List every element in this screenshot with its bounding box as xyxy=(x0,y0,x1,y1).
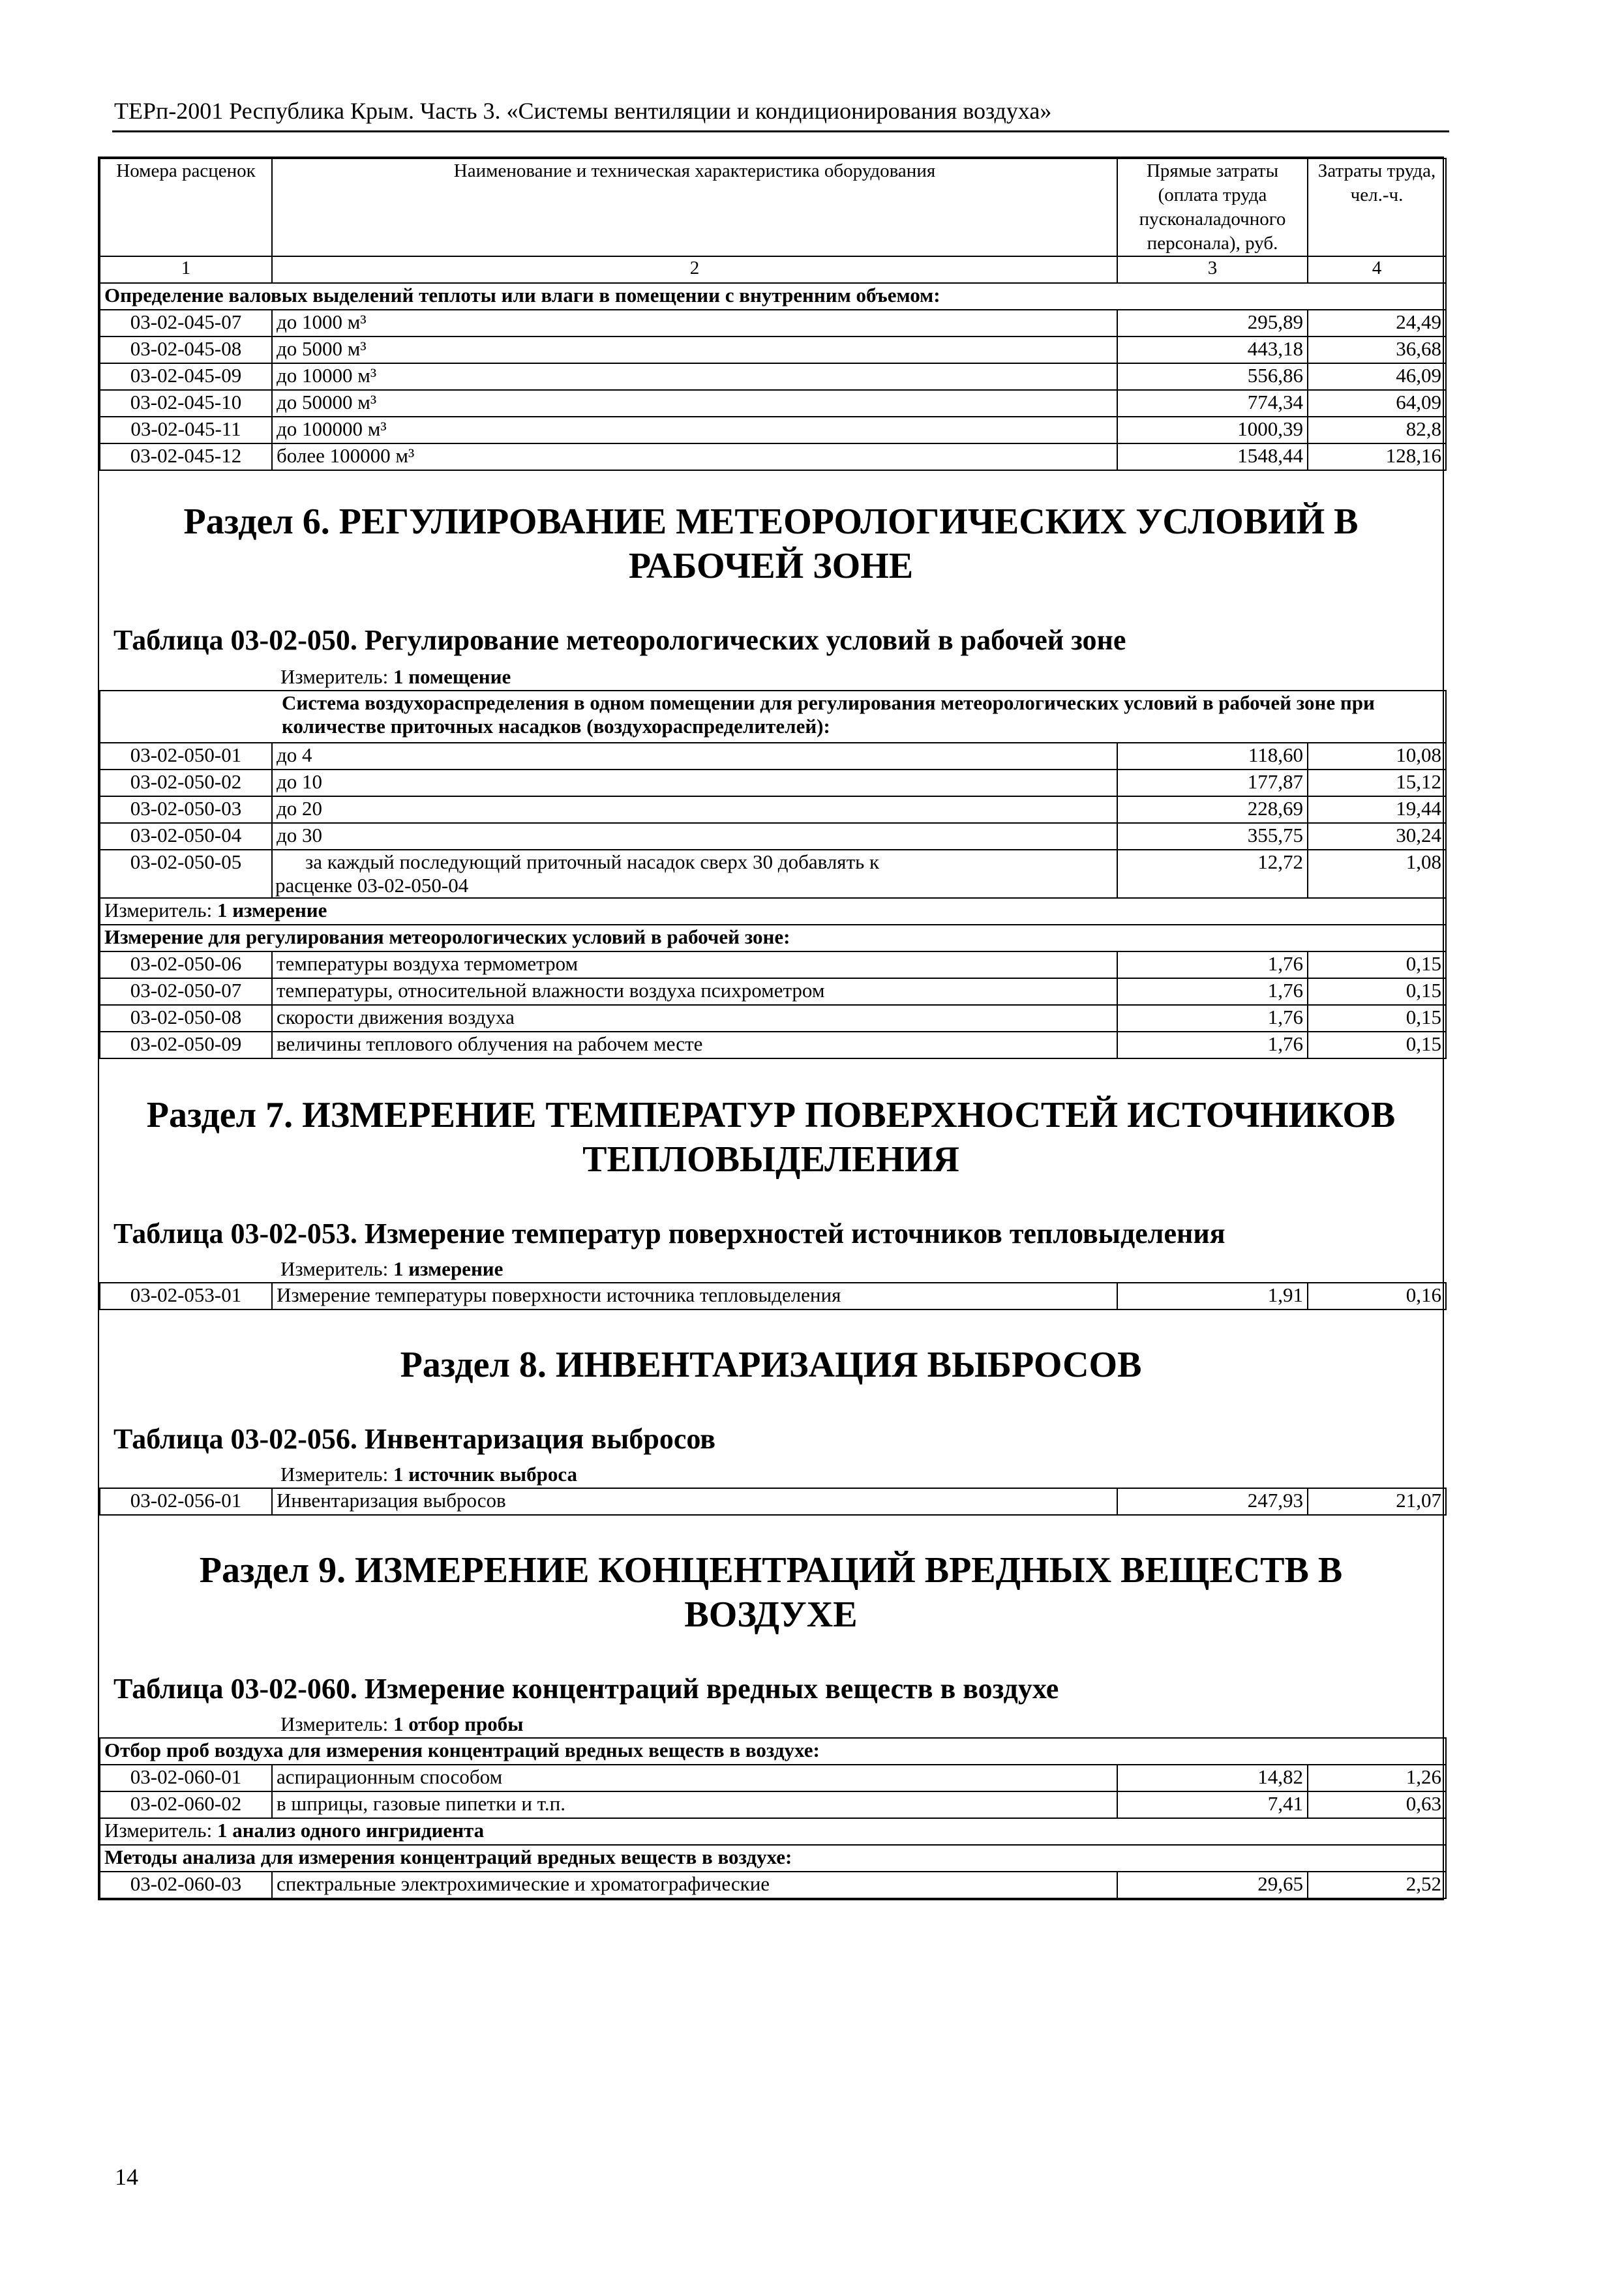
item-name: до 30 xyxy=(272,823,1117,850)
direct-cost: 1548,44 xyxy=(1117,443,1308,470)
table-row xyxy=(100,1791,1446,1818)
header-col-codes: Номера расценок xyxy=(100,158,272,256)
meter-line xyxy=(99,664,1443,690)
direct-cost: 118,60 xyxy=(1117,743,1308,770)
price-code: 03-02-050-03 xyxy=(100,796,272,823)
item-name-line: за каждый последующий приточный насадок сверх 30 добавлять к xyxy=(305,850,880,873)
item-name: скорости движения воздуха xyxy=(272,1005,1117,1032)
group-heading: Измерение для регулирования метеорологических условий в рабочей зоне: xyxy=(100,925,1446,951)
direct-cost: 12,72 xyxy=(1117,850,1308,898)
direct-cost: 14,82 xyxy=(1117,1765,1308,1791)
price-code: 03-02-050-01 xyxy=(100,743,272,770)
price-code: 03-02-056-01 xyxy=(100,1488,272,1515)
direct-cost: 443,18 xyxy=(1117,337,1308,363)
meter-line xyxy=(100,1818,1446,1845)
direct-cost: 556,86 xyxy=(1117,363,1308,390)
item-name xyxy=(272,850,1117,898)
meter-line xyxy=(99,1256,1443,1282)
running-header: ТЕРп-2001 Республика Крым. Часть 3. «Системы вентиляции и кондиционирования воздуха» xyxy=(114,98,1052,124)
direct-cost: 295,89 xyxy=(1117,310,1308,337)
table-row xyxy=(100,337,1446,363)
item-name: Измерение температуры поверхности источника тепловыделения xyxy=(272,1283,1117,1309)
meter-label: Измеритель: xyxy=(280,1713,389,1735)
meter-value: 1 анализ одного ингридиента xyxy=(217,1819,485,1842)
table-03-02-053-title: Таблица 03-02-053. Измерение температур поверхностей источников тепловыделения xyxy=(113,1218,1226,1249)
labor-cost: 64,09 xyxy=(1308,390,1446,417)
header-col-name: Наименование и техническая характеристика оборудования xyxy=(272,158,1117,256)
page-number: 14 xyxy=(115,2164,138,2190)
price-code: 03-02-050-09 xyxy=(100,1032,272,1058)
meter-row xyxy=(100,898,1446,925)
meter-label: Измеритель: xyxy=(104,899,213,921)
group-heading: Методы анализа для измерения концентраций вредных веществ в воздухе: xyxy=(100,1845,1446,1872)
table-03-02-060-title: Таблица 03-02-060. Измерение концентраций вредных веществ в воздухе xyxy=(113,1673,1059,1705)
meter-line xyxy=(99,1711,1443,1737)
table-row xyxy=(100,1765,1446,1791)
direct-cost: 774,34 xyxy=(1117,390,1308,417)
group-heading-row xyxy=(100,1845,1446,1872)
table-03-02-056 xyxy=(99,1488,1447,1516)
item-name: до 5000 м³ xyxy=(272,337,1117,363)
meter-line xyxy=(99,1461,1443,1488)
column-number: 1 xyxy=(100,256,272,283)
meter-value: 1 источник выброса xyxy=(393,1463,577,1486)
table-03-02-056-title: Таблица 03-02-056. Инвентаризация выбросов xyxy=(113,1423,716,1455)
header-col-cost: Прямые затраты (оплата труда пусконаладочного персонала), руб. xyxy=(1117,158,1308,256)
group-heading: Система воздухораспределения в одном помещении для регулирования метеорологических условий в рабочей зоне при количестве приточных насадков (воздухораспределителей): xyxy=(100,691,1446,743)
price-code: 03-02-050-08 xyxy=(100,1005,272,1032)
table-03-02-050-title: Таблица 03-02-050. Регулирование метеорологических условий в рабочей зоне xyxy=(113,624,1126,656)
item-name-line: расценке 03-02-050-04 xyxy=(275,874,469,897)
meter-value: 1 измерение xyxy=(217,899,327,921)
group-heading: Отбор проб воздуха для измерения концентраций вредных веществ в воздухе: xyxy=(100,1738,1446,1765)
price-code: 03-02-050-02 xyxy=(100,770,272,796)
section9-rows xyxy=(100,1765,1446,1818)
table-row xyxy=(100,1032,1446,1058)
labor-cost: 0,15 xyxy=(1308,1032,1446,1058)
table-row xyxy=(100,796,1446,823)
item-name: до 10 xyxy=(272,770,1117,796)
table-row xyxy=(100,850,1446,898)
price-code: 03-02-060-02 xyxy=(100,1791,272,1818)
price-code: 03-02-060-03 xyxy=(100,1872,272,1898)
column-number: 2 xyxy=(272,256,1117,283)
direct-cost: 228,69 xyxy=(1117,796,1308,823)
table-row xyxy=(100,1005,1446,1032)
labor-cost: 2,52 xyxy=(1308,1872,1446,1898)
price-code: 03-02-045-09 xyxy=(100,363,272,390)
price-code: 03-02-050-06 xyxy=(100,951,272,978)
direct-cost: 1,76 xyxy=(1117,978,1308,1005)
price-code: 03-02-045-10 xyxy=(100,390,272,417)
table-row xyxy=(100,390,1446,417)
table-row xyxy=(100,443,1446,470)
table-row xyxy=(100,770,1446,796)
labor-cost: 36,68 xyxy=(1308,337,1446,363)
table-row xyxy=(100,363,1446,390)
labor-cost: 128,16 xyxy=(1308,443,1446,470)
direct-cost: 29,65 xyxy=(1117,1872,1308,1898)
column-number: 4 xyxy=(1308,256,1446,283)
section9-rows-2 xyxy=(100,1872,1446,1898)
item-name: температуры воздуха термометром xyxy=(272,951,1117,978)
labor-cost: 1,26 xyxy=(1308,1765,1446,1791)
labor-cost: 0,15 xyxy=(1308,1005,1446,1032)
table-row xyxy=(100,310,1446,337)
price-code: 03-02-050-07 xyxy=(100,978,272,1005)
header-col-labor: Затраты труда, чел.-ч. xyxy=(1308,158,1446,256)
labor-cost: 10,08 xyxy=(1308,743,1446,770)
price-code: 03-02-050-05 xyxy=(100,850,272,898)
item-name: до 10000 м³ xyxy=(272,363,1117,390)
direct-cost: 1,76 xyxy=(1117,1032,1308,1058)
table-03-02-060 xyxy=(99,1737,1447,1899)
labor-cost: 0,15 xyxy=(1308,978,1446,1005)
item-name: до 100000 м³ xyxy=(272,417,1117,443)
labor-cost: 1,08 xyxy=(1308,850,1446,898)
price-code: 03-02-045-07 xyxy=(100,310,272,337)
item-name: до 50000 м³ xyxy=(272,390,1117,417)
labor-cost: 0,16 xyxy=(1308,1283,1446,1309)
table-row xyxy=(100,823,1446,850)
price-code: 03-02-045-12 xyxy=(100,443,272,470)
direct-cost: 1000,39 xyxy=(1117,417,1308,443)
meter-line xyxy=(100,898,1446,925)
direct-cost: 355,75 xyxy=(1117,823,1308,850)
table-03-02-053 xyxy=(99,1282,1447,1310)
price-code: 03-02-045-08 xyxy=(100,337,272,363)
item-name: аспирационным способом xyxy=(272,1765,1117,1791)
price-code: 03-02-060-01 xyxy=(100,1765,272,1791)
labor-cost: 21,07 xyxy=(1308,1488,1446,1515)
table-row xyxy=(100,1283,1446,1309)
item-name: в шприцы, газовые пипетки и т.п. xyxy=(272,1791,1117,1818)
labor-cost: 82,8 xyxy=(1308,417,1446,443)
price-table-frame xyxy=(98,157,1444,1900)
item-name: величины теплового облучения на рабочем месте xyxy=(272,1032,1117,1058)
labor-cost: 0,63 xyxy=(1308,1791,1446,1818)
table-row xyxy=(100,417,1446,443)
section-9-title: Раздел 9. ИЗМЕРЕНИЕ КОНЦЕНТРАЦИЙ ВРЕДНЫХ ВЕЩЕСТВ В ВОЗДУХЕ xyxy=(199,1550,1343,1635)
item-name: Инвентаризация выбросов xyxy=(272,1488,1117,1515)
group-heading-row xyxy=(100,283,1446,310)
meter-row xyxy=(100,1818,1446,1845)
meter-label: Измеритель: xyxy=(104,1819,213,1842)
item-name: более 100000 м³ xyxy=(272,443,1117,470)
column-number: 3 xyxy=(1117,256,1308,283)
direct-cost: 1,76 xyxy=(1117,951,1308,978)
item-name: спектральные электрохимические и хроматографические xyxy=(272,1872,1117,1898)
block1-rows xyxy=(100,310,1446,470)
table-row xyxy=(100,743,1446,770)
main-table xyxy=(99,158,1447,471)
table-row xyxy=(100,1872,1446,1898)
meter-value: 1 измерение xyxy=(393,1257,504,1280)
group-heading-row xyxy=(100,691,1446,743)
section6-rows-2 xyxy=(100,951,1446,1058)
labor-cost: 30,24 xyxy=(1308,823,1446,850)
group-heading-row xyxy=(100,1738,1446,1765)
table-03-02-050 xyxy=(99,690,1447,1059)
labor-cost: 46,09 xyxy=(1308,363,1446,390)
section-8-title: Раздел 8. ИНВЕНТАРИЗАЦИЯ ВЫБРОСОВ xyxy=(400,1345,1142,1385)
item-name: до 1000 м³ xyxy=(272,310,1117,337)
direct-cost: 1,76 xyxy=(1117,1005,1308,1032)
meter-value: 1 помещение xyxy=(393,665,511,688)
table-header-row xyxy=(100,158,1446,256)
section6-rows xyxy=(100,743,1446,850)
meter-value: 1 отбор пробы xyxy=(393,1713,524,1735)
direct-cost: 177,87 xyxy=(1117,770,1308,796)
meter-label: Измеритель: xyxy=(280,1257,389,1280)
labor-cost: 0,15 xyxy=(1308,951,1446,978)
labor-cost: 24,49 xyxy=(1308,310,1446,337)
header-rule xyxy=(112,130,1449,132)
labor-cost: 19,44 xyxy=(1308,796,1446,823)
price-code: 03-02-050-04 xyxy=(100,823,272,850)
table-row xyxy=(100,951,1446,978)
section-6-title: Раздел 6. РЕГУЛИРОВАНИЕ МЕТЕОРОЛОГИЧЕСКИХ УСЛОВИЙ В РАБОЧЕЙ ЗОНЕ xyxy=(183,501,1359,586)
table-row xyxy=(100,1488,1446,1515)
group-heading: Определение валовых выделений теплоты или влаги в помещении с внутренним объемом: xyxy=(100,283,1446,310)
price-code: 03-02-053-01 xyxy=(100,1283,272,1309)
direct-cost: 247,93 xyxy=(1117,1488,1308,1515)
section-7-title: Раздел 7. ИЗМЕРЕНИЕ ТЕМПЕРАТУР ПОВЕРХНОСТЕЙ ИСТОЧНИКОВ ТЕПЛОВЫДЕЛЕНИЯ xyxy=(146,1095,1396,1180)
item-name: до 4 xyxy=(272,743,1117,770)
table-row xyxy=(100,978,1446,1005)
group-heading-row xyxy=(100,925,1446,951)
column-number-row xyxy=(100,256,1446,283)
item-name: до 20 xyxy=(272,796,1117,823)
price-code: 03-02-045-11 xyxy=(100,417,272,443)
direct-cost: 7,41 xyxy=(1117,1791,1308,1818)
labor-cost: 15,12 xyxy=(1308,770,1446,796)
direct-cost: 1,91 xyxy=(1117,1283,1308,1309)
item-name: температуры, относительной влажности воздуха психрометром xyxy=(272,978,1117,1005)
meter-label: Измеритель: xyxy=(280,1463,389,1486)
meter-label: Измеритель: xyxy=(280,665,389,688)
